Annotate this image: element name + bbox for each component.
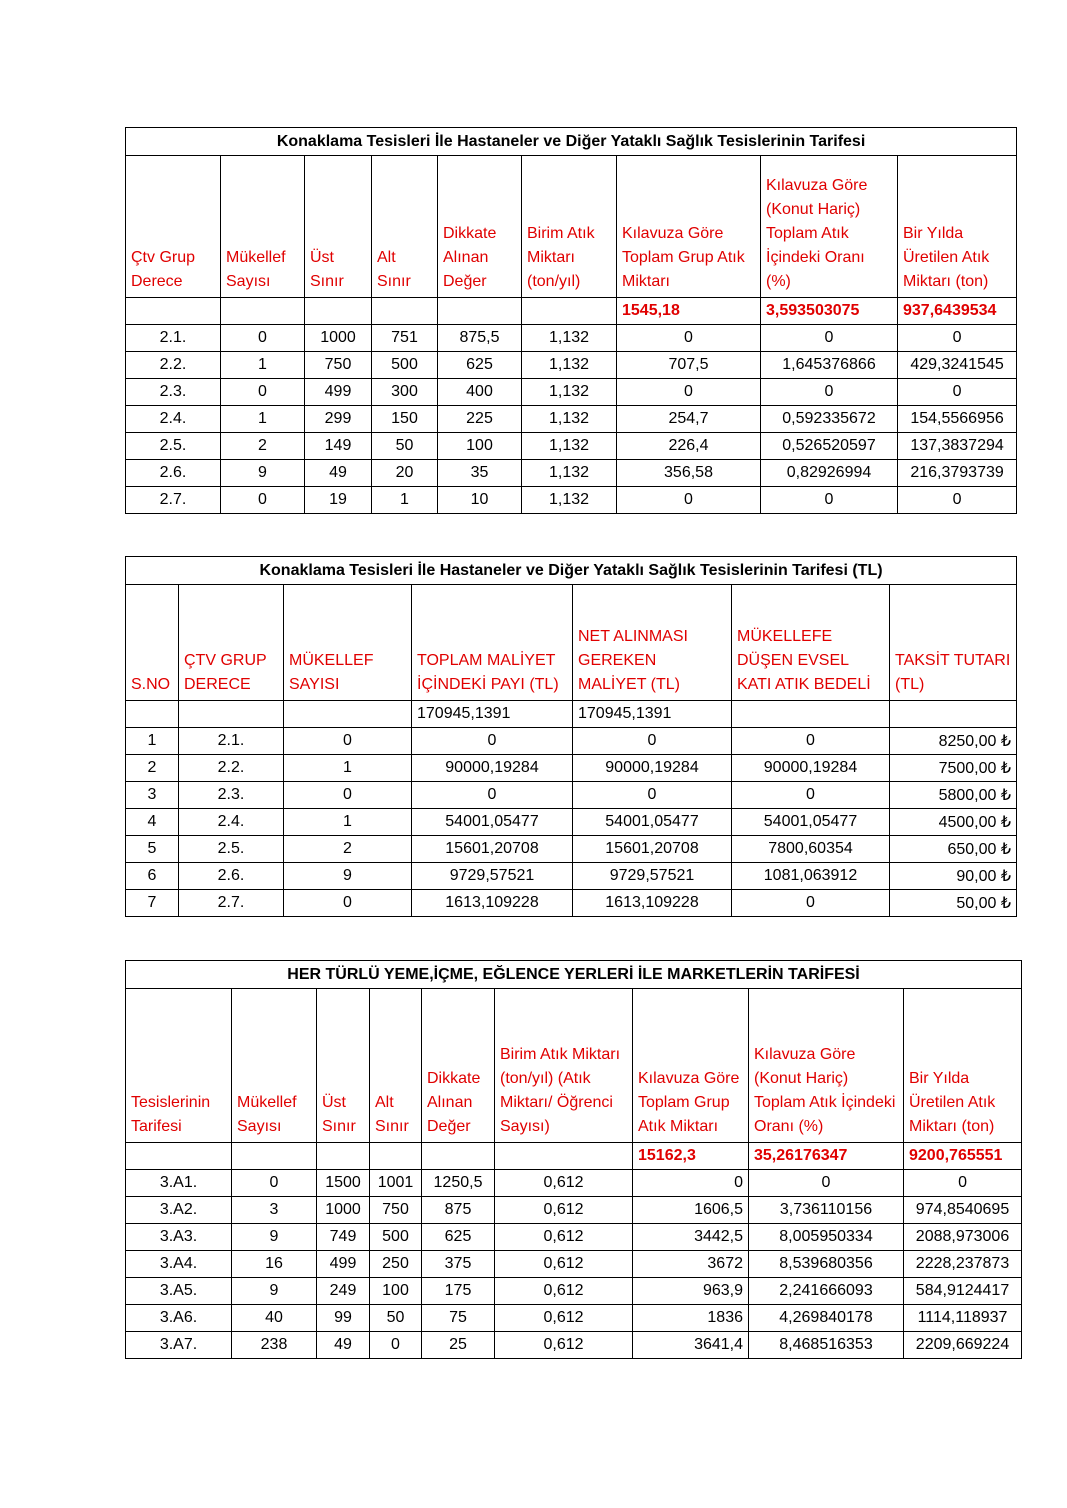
table-row	[126, 728, 1017, 755]
table-cell: 99	[317, 1305, 370, 1332]
table-cell: 0	[221, 325, 305, 352]
column-header: Çtv Grup Derece	[126, 156, 221, 298]
column-header: Mükellef Sayısı	[232, 989, 317, 1143]
table-cell: 751	[372, 325, 438, 352]
table-cell: 49	[305, 460, 372, 487]
table-cell: 3.A7.	[126, 1332, 232, 1359]
table-cell: 400	[438, 379, 522, 406]
table-cell: 2.3.	[126, 379, 221, 406]
table-cell: 0	[221, 487, 305, 514]
total-cell	[422, 1143, 495, 1170]
total-cell	[890, 701, 1017, 728]
table-cell: 3.A4.	[126, 1251, 232, 1278]
table-cell: 9729,57521	[412, 863, 573, 890]
totals-row	[126, 1143, 1022, 1170]
table-cell: 0	[412, 728, 573, 755]
table-cell: 250	[370, 1251, 422, 1278]
table-cell: 0	[732, 728, 890, 755]
table-cell: 500	[372, 352, 438, 379]
table-cell: 1,645376866	[761, 352, 898, 379]
column-header: Kılavuza Göre Toplam Grup Atık Miktarı	[633, 989, 749, 1143]
total-cell: 3,593503075	[761, 298, 898, 325]
table-cell: 0	[370, 1332, 422, 1359]
column-header: Mükellef Sayısı	[221, 156, 305, 298]
table-cell: 625	[422, 1224, 495, 1251]
table-cell: 150	[372, 406, 438, 433]
table-cell: 1001	[370, 1170, 422, 1197]
table-cell: 974,8540695	[904, 1197, 1022, 1224]
column-header: Alt Sınır	[372, 156, 438, 298]
column-header: ÇTV GRUP DERECE	[179, 585, 284, 701]
table-cell: 8,468516353	[749, 1332, 904, 1359]
table-cell: 0	[573, 782, 732, 809]
table-cell: 1613,109228	[573, 890, 732, 917]
table-cell: 2.7.	[179, 890, 284, 917]
table-cell: 3	[232, 1197, 317, 1224]
column-header: Bir Yılda Üretilen Atık Miktarı (ton)	[898, 156, 1017, 298]
table-cell: 7500,00 ₺	[890, 755, 1017, 782]
table-cell: 1,132	[522, 433, 617, 460]
table-cell: 2.5.	[126, 433, 221, 460]
table-cell: 9	[232, 1224, 317, 1251]
total-cell	[179, 701, 284, 728]
table-row	[126, 836, 1017, 863]
table-cell: 1000	[305, 325, 372, 352]
table-cell: 3.A5.	[126, 1278, 232, 1305]
table-cell: 499	[305, 379, 372, 406]
table-cell: 1,132	[522, 460, 617, 487]
total-cell	[284, 701, 412, 728]
table-cell: 9	[284, 863, 412, 890]
table-row	[126, 325, 1017, 352]
table-title: Konaklama Tesisleri İle Hastaneler ve Diğer Yataklı Sağlık Tesislerinin Tarifesi	[126, 128, 1017, 156]
table-cell: 650,00 ₺	[890, 836, 1017, 863]
table-cell: 1081,063912	[732, 863, 890, 890]
table-cell: 3641,4	[633, 1332, 749, 1359]
table-cell: 1	[221, 352, 305, 379]
table-cell: 0	[633, 1170, 749, 1197]
table-cell: 1114,118937	[904, 1305, 1022, 1332]
column-header: Tesislerinin Tarifesi	[126, 989, 232, 1143]
total-cell	[221, 298, 305, 325]
table-cell: 0	[749, 1170, 904, 1197]
table-row	[126, 352, 1017, 379]
total-cell: 170945,1391	[573, 701, 732, 728]
table-cell: 0	[904, 1170, 1022, 1197]
table-cell: 0,612	[495, 1332, 633, 1359]
table-cell: 2088,973006	[904, 1224, 1022, 1251]
table-cell: 1,132	[522, 325, 617, 352]
table-cell: 54001,05477	[732, 809, 890, 836]
table-cell: 90000,19284	[412, 755, 573, 782]
table-cell: 9729,57521	[573, 863, 732, 890]
table-cell: 2	[284, 836, 412, 863]
table-cell: 299	[305, 406, 372, 433]
table-cell: 707,5	[617, 352, 761, 379]
table-cell: 20	[372, 460, 438, 487]
column-header: TOPLAM MALİYET İÇİNDEKİ PAYI (TL)	[412, 585, 573, 701]
table-cell: 10	[438, 487, 522, 514]
table-cell: 100	[438, 433, 522, 460]
total-cell	[370, 1143, 422, 1170]
total-cell	[438, 298, 522, 325]
table-cell: 0	[617, 487, 761, 514]
table-cell: 1836	[633, 1305, 749, 1332]
table-cell: 238	[232, 1332, 317, 1359]
table-cell: 3,736110156	[749, 1197, 904, 1224]
table-cell: 2.2.	[179, 755, 284, 782]
table-cell: 137,3837294	[898, 433, 1017, 460]
accommodation-tariff-table	[125, 127, 1017, 514]
table-cell: 0	[898, 487, 1017, 514]
table-cell: 0,612	[495, 1197, 633, 1224]
total-cell	[232, 1143, 317, 1170]
table-cell: 3	[126, 782, 179, 809]
table-cell: 4,269840178	[749, 1305, 904, 1332]
table-cell: 2	[221, 433, 305, 460]
table-row	[126, 782, 1017, 809]
table-cell: 6	[126, 863, 179, 890]
total-cell	[372, 298, 438, 325]
table-cell: 225	[438, 406, 522, 433]
total-cell	[305, 298, 372, 325]
total-cell	[126, 1143, 232, 1170]
table-cell: 5	[126, 836, 179, 863]
column-header: Kılavuza Göre (Konut Hariç) Toplam Atık İçindeki Oranı (%)	[761, 156, 898, 298]
table-cell: 0	[761, 487, 898, 514]
table-cell: 9	[221, 460, 305, 487]
table-cell: 90,00 ₺	[890, 863, 1017, 890]
food-entertainment-tariff-table	[125, 960, 1022, 1359]
total-cell: 15162,3	[633, 1143, 749, 1170]
table-row	[126, 890, 1017, 917]
table-cell: 49	[317, 1332, 370, 1359]
table-cell: 1,132	[522, 487, 617, 514]
table-cell: 0,612	[495, 1170, 633, 1197]
table-cell: 175	[422, 1278, 495, 1305]
table-cell: 963,9	[633, 1278, 749, 1305]
table-cell: 0	[617, 325, 761, 352]
table-cell: 35	[438, 460, 522, 487]
table-cell: 154,5566956	[898, 406, 1017, 433]
total-cell	[126, 298, 221, 325]
table-cell: 50	[372, 433, 438, 460]
table-cell: 4	[126, 809, 179, 836]
table-cell: 50,00 ₺	[890, 890, 1017, 917]
table-cell: 0	[284, 728, 412, 755]
table-cell: 0,612	[495, 1305, 633, 1332]
table-cell: 226,4	[617, 433, 761, 460]
table-row	[126, 1224, 1022, 1251]
column-header: S.NO	[126, 585, 179, 701]
table-cell: 90000,19284	[573, 755, 732, 782]
table-cell: 75	[422, 1305, 495, 1332]
table-cell: 375	[422, 1251, 495, 1278]
column-header: MÜKELLEF SAYISI	[284, 585, 412, 701]
table-cell: 7	[126, 890, 179, 917]
total-cell: 1545,18	[617, 298, 761, 325]
table-cell: 15601,20708	[412, 836, 573, 863]
total-cell	[522, 298, 617, 325]
total-cell: 9200,765551	[904, 1143, 1022, 1170]
table-cell: 0,526520597	[761, 433, 898, 460]
table-cell: 8250,00 ₺	[890, 728, 1017, 755]
table-cell: 19	[305, 487, 372, 514]
table-cell: 5800,00 ₺	[890, 782, 1017, 809]
table-row	[126, 1305, 1022, 1332]
table-cell: 625	[438, 352, 522, 379]
table-cell: 2.4.	[126, 406, 221, 433]
table-cell: 0	[898, 379, 1017, 406]
table-cell: 216,3793739	[898, 460, 1017, 487]
table-cell: 1	[372, 487, 438, 514]
total-cell	[495, 1143, 633, 1170]
table-cell: 254,7	[617, 406, 761, 433]
column-header: Üst Sınır	[317, 989, 370, 1143]
total-cell	[317, 1143, 370, 1170]
table-cell: 1500	[317, 1170, 370, 1197]
column-header: Bir Yılda Üretilen Atık Miktarı (ton)	[904, 989, 1022, 1143]
column-header: Alt Sınır	[370, 989, 422, 1143]
table-cell: 54001,05477	[412, 809, 573, 836]
table-cell: 3.A2.	[126, 1197, 232, 1224]
table-cell: 3442,5	[633, 1224, 749, 1251]
table-cell: 1000	[317, 1197, 370, 1224]
table-cell: 2.3.	[179, 782, 284, 809]
table-row	[126, 460, 1017, 487]
table-row	[126, 1197, 1022, 1224]
table-cell: 100	[370, 1278, 422, 1305]
table-row	[126, 1332, 1022, 1359]
totals-row	[126, 298, 1017, 325]
table-cell: 429,3241545	[898, 352, 1017, 379]
table-row	[126, 433, 1017, 460]
column-header: Dikkate Alınan Değer	[438, 156, 522, 298]
table-cell: 8,539680356	[749, 1251, 904, 1278]
table-title: Konaklama Tesisleri İle Hastaneler ve Diğer Yataklı Sağlık Tesislerinin Tarifesi (TL)	[126, 557, 1017, 585]
table-cell: 54001,05477	[573, 809, 732, 836]
table-cell: 1606,5	[633, 1197, 749, 1224]
header-row	[126, 156, 1017, 298]
table-cell: 7800,60354	[732, 836, 890, 863]
table-row	[126, 809, 1017, 836]
column-header: MÜKELLEFE DÜŞEN EVSEL KATI ATIK BEDELİ	[732, 585, 890, 701]
table-cell: 3.A3.	[126, 1224, 232, 1251]
table-cell: 9	[232, 1278, 317, 1305]
table-cell: 0	[761, 379, 898, 406]
table-cell: 0,612	[495, 1278, 633, 1305]
table-cell: 3672	[633, 1251, 749, 1278]
table-cell: 0,612	[495, 1251, 633, 1278]
table-cell: 584,9124417	[904, 1278, 1022, 1305]
total-cell	[732, 701, 890, 728]
table-cell: 499	[317, 1251, 370, 1278]
table-cell: 40	[232, 1305, 317, 1332]
table-row	[126, 487, 1017, 514]
table-cell: 0	[412, 782, 573, 809]
table-cell: 2.7.	[126, 487, 221, 514]
table-cell: 2.1.	[126, 325, 221, 352]
table-cell: 1	[284, 809, 412, 836]
table-cell: 1613,109228	[412, 890, 573, 917]
column-header: Üst Sınır	[305, 156, 372, 298]
table-cell: 8,005950334	[749, 1224, 904, 1251]
total-cell	[126, 701, 179, 728]
column-header: Birim Atık Miktarı (ton/yıl) (Atık Miktarı/ Öğrenci Sayısı)	[495, 989, 633, 1143]
table-cell: 0	[221, 379, 305, 406]
table-cell: 2.5.	[179, 836, 284, 863]
table-cell: 1	[126, 728, 179, 755]
table-cell: 0	[232, 1170, 317, 1197]
table-cell: 1,132	[522, 379, 617, 406]
table-cell: 0	[284, 890, 412, 917]
table-cell: 15601,20708	[573, 836, 732, 863]
table-row	[126, 1251, 1022, 1278]
column-header: TAKSİT TUTARI (TL)	[890, 585, 1017, 701]
table-cell: 1250,5	[422, 1170, 495, 1197]
table-cell: 500	[370, 1224, 422, 1251]
table-cell: 149	[305, 433, 372, 460]
table-cell: 0	[284, 782, 412, 809]
table-cell: 300	[372, 379, 438, 406]
column-header: Kılavuza Göre (Konut Hariç) Toplam Atık İçindeki Oranı (%)	[749, 989, 904, 1143]
header-row	[126, 989, 1022, 1143]
table-cell: 2	[126, 755, 179, 782]
header-row	[126, 585, 1017, 701]
table-cell: 0	[761, 325, 898, 352]
column-header: NET ALINMASI GEREKEN MALİYET (TL)	[573, 585, 732, 701]
table-row	[126, 1278, 1022, 1305]
table-row	[126, 379, 1017, 406]
table-cell: 2.4.	[179, 809, 284, 836]
table-cell: 2.2.	[126, 352, 221, 379]
table-cell: 3.A6.	[126, 1305, 232, 1332]
table-cell: 0	[898, 325, 1017, 352]
table-cell: 2.1.	[179, 728, 284, 755]
table-cell: 90000,19284	[732, 755, 890, 782]
table-cell: 1,132	[522, 352, 617, 379]
table-cell: 2,241666093	[749, 1278, 904, 1305]
table-cell: 249	[317, 1278, 370, 1305]
table-cell: 3.A1.	[126, 1170, 232, 1197]
table-cell: 2228,237873	[904, 1251, 1022, 1278]
column-header: Birim Atık Miktarı (ton/yıl)	[522, 156, 617, 298]
table-cell: 0,612	[495, 1224, 633, 1251]
totals-row	[126, 701, 1017, 728]
table-row	[126, 406, 1017, 433]
table-cell: 1	[284, 755, 412, 782]
table-row	[126, 863, 1017, 890]
column-header: Kılavuza Göre Toplam Grup Atık Miktarı	[617, 156, 761, 298]
table-row	[126, 755, 1017, 782]
accommodation-tariff-tl-table	[125, 556, 1017, 917]
table-cell: 0	[617, 379, 761, 406]
table-cell: 0,82926994	[761, 460, 898, 487]
table-cell: 750	[305, 352, 372, 379]
column-header: Dikkate Alınan Değer	[422, 989, 495, 1143]
table-cell: 4500,00 ₺	[890, 809, 1017, 836]
table-cell: 2.6.	[126, 460, 221, 487]
table-row	[126, 1170, 1022, 1197]
table-cell: 1,132	[522, 406, 617, 433]
table-cell: 750	[370, 1197, 422, 1224]
table-cell: 0	[732, 782, 890, 809]
table-cell: 1	[221, 406, 305, 433]
total-cell: 170945,1391	[412, 701, 573, 728]
table-cell: 0	[732, 890, 890, 917]
table-title: HER TÜRLÜ YEME,İÇME, EĞLENCE YERLERİ İLE MARKETLERİN TARİFESİ	[126, 961, 1022, 989]
table-cell: 2209,669224	[904, 1332, 1022, 1359]
table-cell: 16	[232, 1251, 317, 1278]
table-cell: 875,5	[438, 325, 522, 352]
table-cell: 356,58	[617, 460, 761, 487]
table-cell: 875	[422, 1197, 495, 1224]
total-cell: 937,6439534	[898, 298, 1017, 325]
table-cell: 2.6.	[179, 863, 284, 890]
table-cell: 0	[573, 728, 732, 755]
table-cell: 749	[317, 1224, 370, 1251]
table-cell: 25	[422, 1332, 495, 1359]
table-cell: 0,592335672	[761, 406, 898, 433]
total-cell: 35,26176347	[749, 1143, 904, 1170]
table-cell: 50	[370, 1305, 422, 1332]
